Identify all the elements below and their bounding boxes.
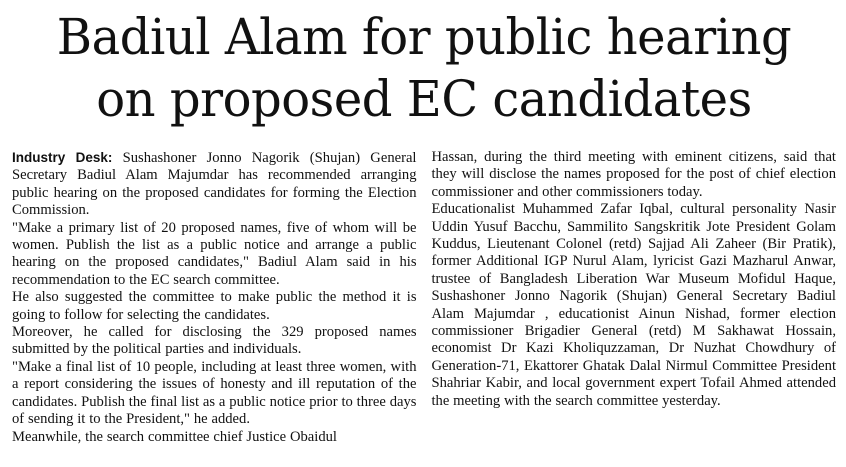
headline bbox=[28, 6, 819, 130]
article-body bbox=[12, 149, 836, 446]
paragraph: He also suggested the committee to make public the method it is going to follow for selecting the candidates. bbox=[12, 289, 417, 323]
paragraph: "Make a primary list of 20 proposed names, five of whom will be women. Publish the list as a public notice and arrange a public hearing on the proposed candidates," Badiul Alam said in his recommendation to the EC search committee. bbox=[12, 219, 417, 288]
paragraph-text: Sushashoner Jonno Nagorik (Shujan) General Secretary Badiul Alam Majumdar has recommended arranging public hearing on the proposed candidates for forming the Election Commission. bbox=[12, 150, 417, 219]
paragraph: Meanwhile, the search committee chief Justice Obaidul bbox=[12, 428, 337, 445]
paragraph: Moreover, he called for disclosing the 329 proposed names submitted by the political parties and individuals. bbox=[12, 324, 417, 358]
paragraph: Hassan, during the third meeting with eminent citizens, said that they will disclose the names proposed for the post of chief election commissioner and other commissioners today. bbox=[431, 149, 836, 200]
headline-line-1: Badiul Alam for public hearing bbox=[56, 8, 792, 66]
paragraph: "Make a final list of 10 people, including at least three women, with a report considering the issues of honesty and ill reputation of the candidates. Publish the final list as a public notice prior to three days of sending it to the President," he added. bbox=[12, 358, 417, 428]
left-column bbox=[12, 149, 417, 446]
paragraph bbox=[12, 149, 417, 220]
right-column bbox=[432, 149, 837, 446]
paragraph: Educationalist Muhammed Zafar Iqbal, cultural personality Nasir Uddin Yusuf Bacchu, Sammilito Sangskritik Jote President Golam Kuddus, Lieutenant Colonel (retd) Sajjad Ali Zaheer (Bir Pratik), former Additional IGP Nurul Alam, lyricist Gazi Mazharul Anwar, trustee of Bangladesh Liberation War Museum Mofidul Haque, Sushashoner Jonno Nagorik (Shujan) General Secretary Badiul Alam Majumdar , educationist Ainun Nishad, former election commissioner Brigadier General (retd) M Sakhawat Hossain, economist Dr Kazi Kholiquzzaman, Dr Nuzhat Chowdhury of Generation-71, Ekattorer Ghatak Dalal Nirmul Committee President Shahriar Kabir, and local government expert Tofail Ahmed attended the meeting with the search committee yesterday. bbox=[431, 201, 836, 409]
headline-line-2: on proposed EC candidates bbox=[96, 70, 752, 128]
byline: Industry Desk: bbox=[12, 150, 113, 165]
